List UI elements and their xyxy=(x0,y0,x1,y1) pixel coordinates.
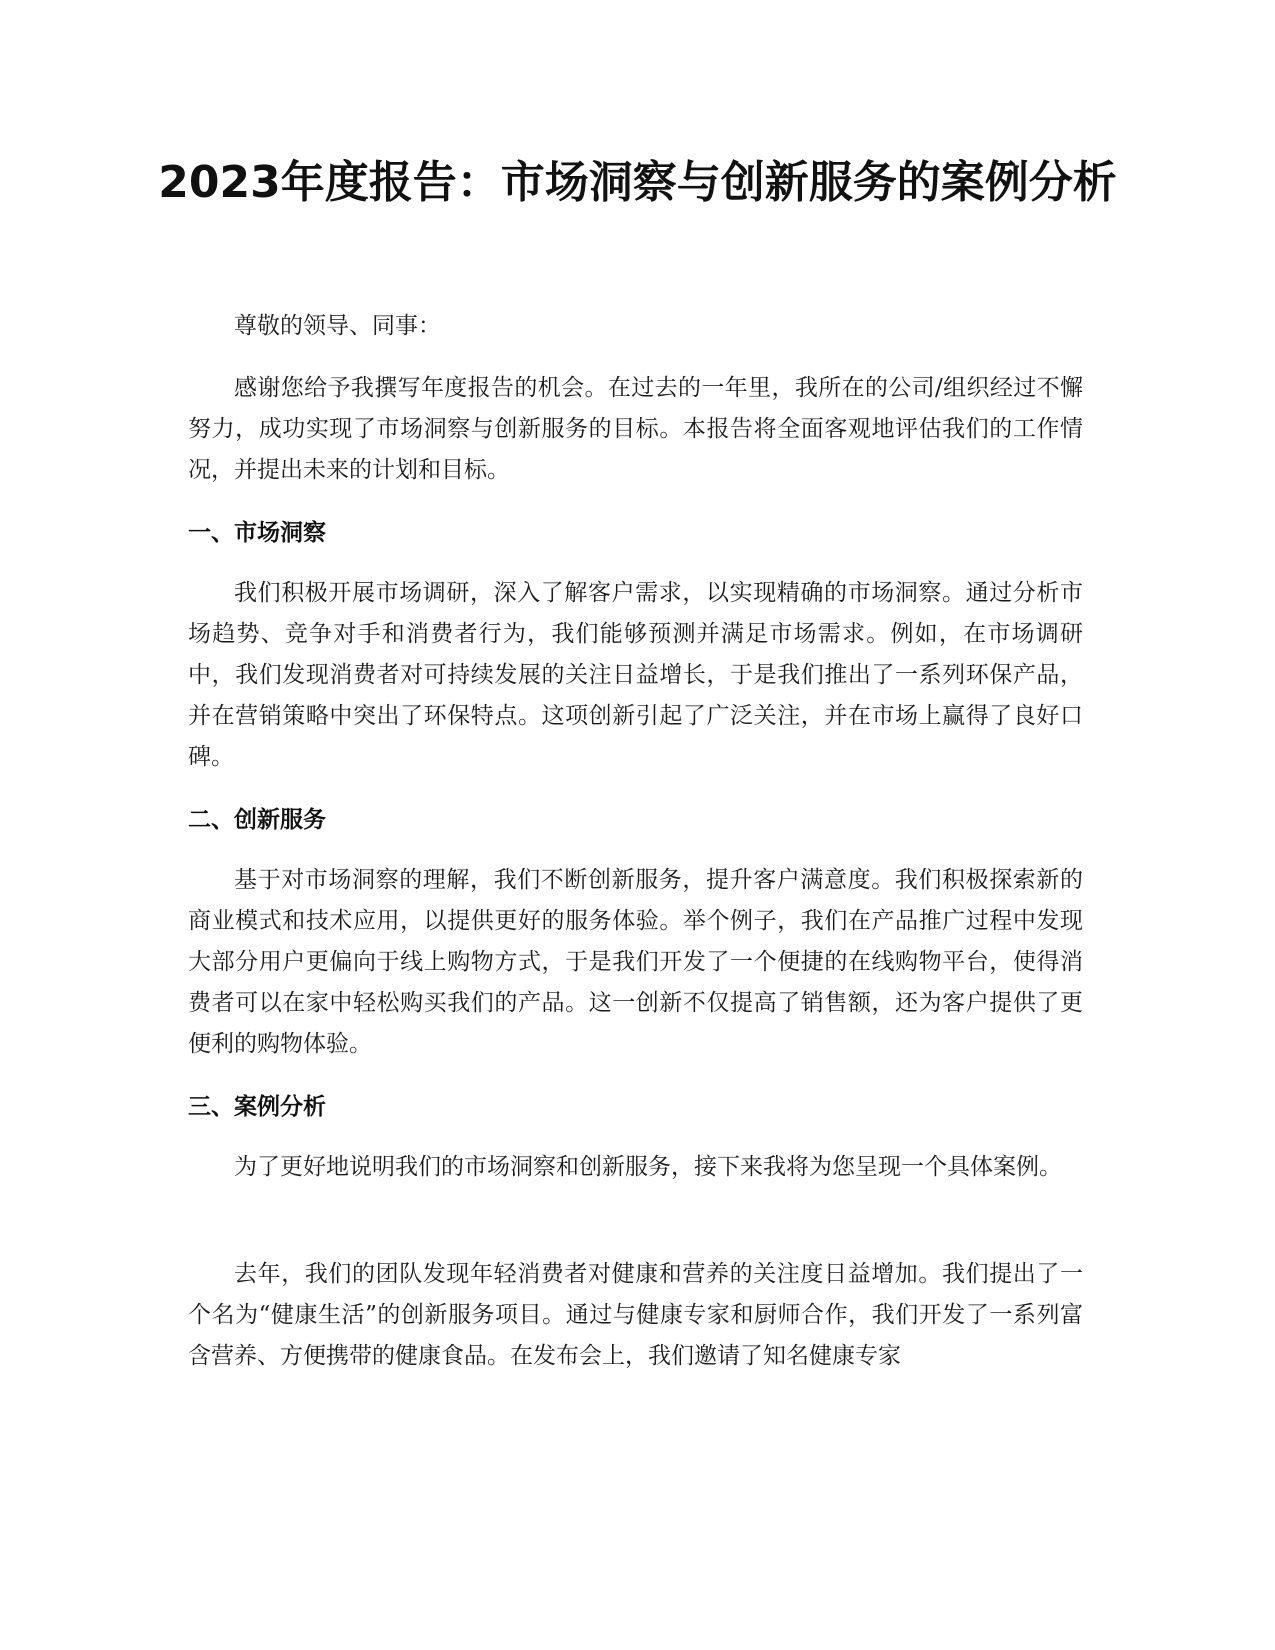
intro-paragraph: 感谢您给予我撰写年度报告的机会。在过去的一年里，我所在的公司/组织经过不懈努力，成功实现了市场洞察与创新服务的目标。本报告将全面客观地评估我们的工作情况，并提出未来的计划和目标。 xyxy=(188,375,1083,483)
section-heading-case-analysis: 三、案例分析 xyxy=(188,1094,326,1120)
section-case-analysis-body-2 xyxy=(188,1254,1083,1377)
section-paragraph: 基于对市场洞察的理解，我们不断创新服务，提升客户满意度。我们积极探索新的商业模式和技术应用，以提供更好的服务体验。举个例子，我们在产品推广过程中发现大部分用户更偏向于线上购物方式，于是我们开发了一个便捷的在线购物平台，使得消费者可以在家中轻松购买我们的产品。这一创新不仅提高了销售额，还为客户提供了更便利的购物体验。 xyxy=(188,867,1083,1057)
section-innovative-service-body xyxy=(188,860,1083,1065)
section-paragraph: 去年，我们的团队发现年轻消费者对健康和营养的关注度日益增加。我们提出了一个名为“健康生活”的创新服务项目。通过与健康专家和厨师合作，我们开发了一系列富含营养、方便携带的健康食品。在发布会上，我们邀请了知名健康专家 xyxy=(188,1261,1083,1369)
section-heading-innovative-service: 二、创新服务 xyxy=(188,807,326,833)
section-case-analysis-body-1 xyxy=(188,1147,1083,1188)
section-paragraph: 为了更好地说明我们的市场洞察和创新服务，接下来我将为您呈现一个具体案例。 xyxy=(234,1154,1062,1180)
page-title: 2023年度报告：市场洞察与创新服务的案例分析 xyxy=(158,157,1117,208)
intro-block xyxy=(188,368,1083,491)
section-market-insight-body xyxy=(188,573,1083,778)
salutation-block xyxy=(188,306,1083,347)
section-paragraph: 我们积极开展市场调研，深入了解客户需求，以实现精确的市场洞察。通过分析市场趋势、竞争对手和消费者行为，我们能够预测并满足市场需求。例如，在市场调研中，我们发现消费者对可持续发展的关注日益增长，于是我们推出了一系列环保产品，并在营销策略中突出了环保特点。这项创新引起了广泛关注，并在市场上赢得了良好口碑。 xyxy=(188,580,1083,770)
salutation: 尊敬的领导、同事： xyxy=(234,313,441,339)
section-heading-market-insight: 一、市场洞察 xyxy=(188,520,326,546)
